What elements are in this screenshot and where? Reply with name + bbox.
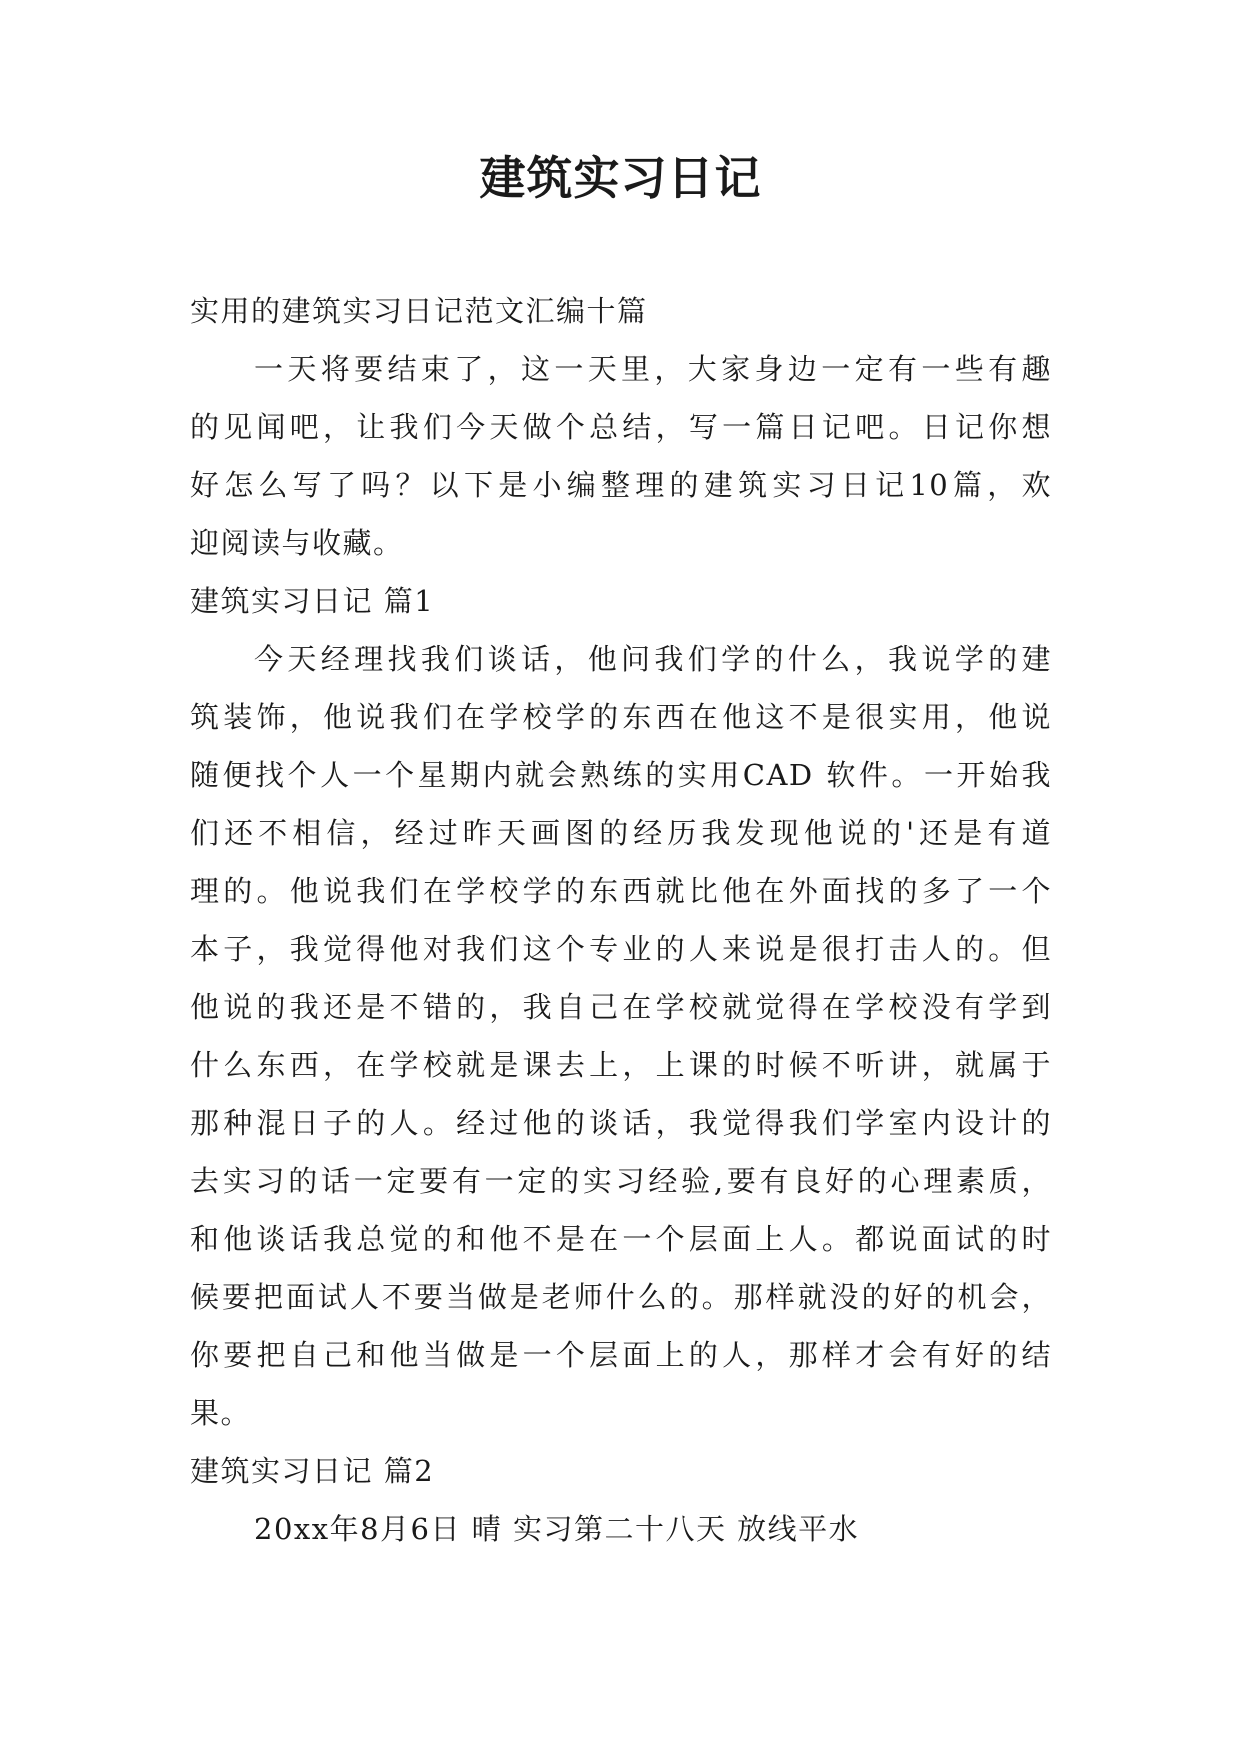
section1-line: 理的。他说我们在学校学的东西就比他在外面找的多了一个 (190, 874, 1052, 908)
intro-line: 迎阅读与收藏。 (190, 526, 404, 560)
section-heading-2: 建筑实习日记 篇2 (190, 1454, 435, 1488)
intro-line: 一天将要结束了，这一天里，大家身边一定有一些有趣 (254, 352, 1052, 386)
section1-line: 你要把自己和他当做是一个层面上的人，那样才会有好的结 (190, 1338, 1052, 1372)
section1-line: 今天经理找我们谈话，他问我们学的什么，我说学的建 (254, 642, 1052, 676)
section1-line: 本子，我觉得他对我们这个专业的人来说是很打击人的。但 (190, 932, 1052, 966)
intro-line: 的见闻吧，让我们今天做个总结，写一篇日记吧。日记你想 (190, 410, 1052, 444)
section-heading-1: 建筑实习日记 篇1 (190, 584, 435, 618)
section1-line: 去实习的话一定要有一定的实习经验,要有良好的心理素质， (190, 1164, 1052, 1198)
section1-line: 果。 (190, 1396, 252, 1430)
section1-line: 什么东西，在学校就是课去上，上课的时候不听讲，就属于 (190, 1048, 1052, 1082)
section1-line: 筑装饰，他说我们在学校学的东西在他这不是很实用，他说 (190, 700, 1052, 734)
section1-line: 那种混日子的人。经过他的谈话，我觉得我们学室内设计的 (190, 1106, 1052, 1140)
section1-line: 们还不相信，经过昨天画图的经历我发现他说的'还是有道 (190, 816, 1052, 850)
section1-line: 候要把面试人不要当做是老师什么的。那样就没的好的机会， (190, 1280, 1052, 1314)
document-subtitle: 实用的建筑实习日记范文汇编十篇 (190, 294, 648, 328)
section1-line: 他说的我还是不错的，我自己在学校就觉得在学校没有学到 (190, 990, 1052, 1024)
section1-line: 和他谈话我总觉的和他不是在一个层面上人。都说面试的时 (190, 1222, 1052, 1256)
section2-line: 20xx年8月6日 晴 实习第二十八天 放线平水 (254, 1512, 860, 1546)
document-body (190, 282, 1052, 1558)
document-title: 建筑实习日记 (479, 151, 762, 205)
intro-line: 好怎么写了吗？以下是小编整理的建筑实习日记10篇，欢 (190, 468, 1052, 502)
section1-line: 随便找个人一个星期内就会熟练的实用CAD 软件。一开始我 (190, 758, 1052, 792)
